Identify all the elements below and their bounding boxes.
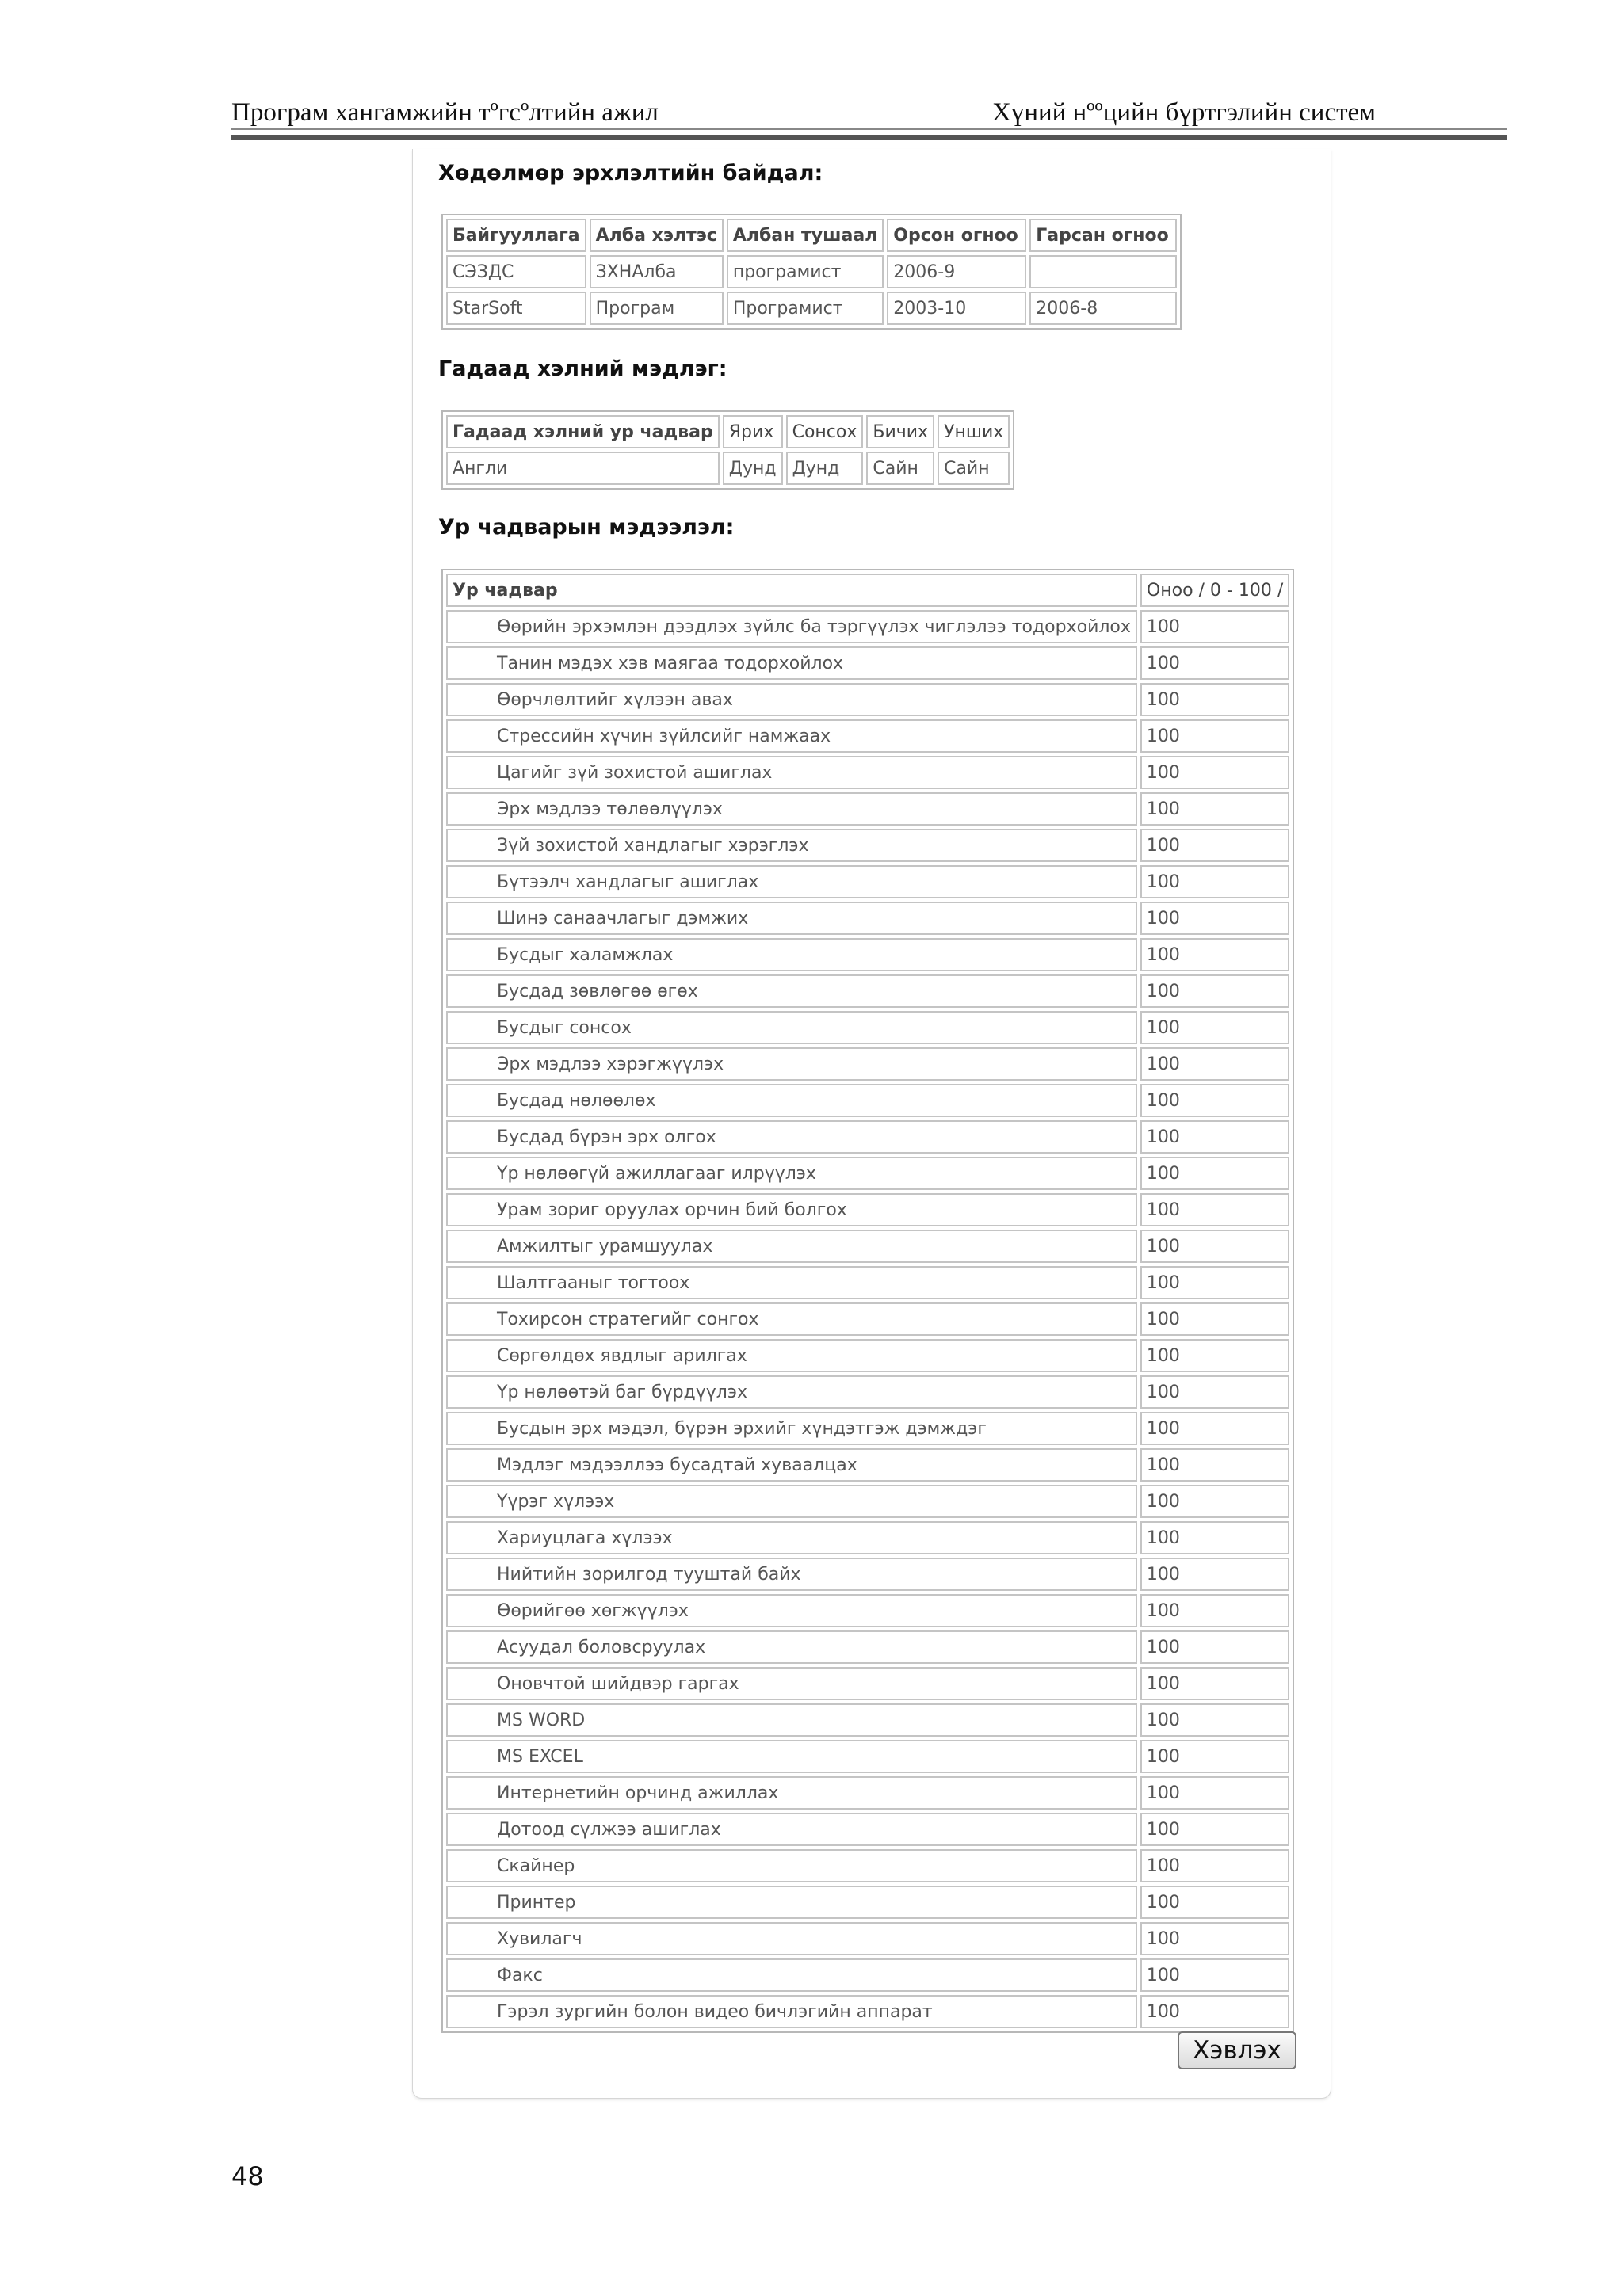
skill-score: 100	[1140, 1339, 1289, 1372]
table-row	[446, 1157, 1289, 1190]
table-row	[446, 1011, 1289, 1044]
header-right-text: Хүний нººцийн бүртгэлийн систем	[992, 98, 1377, 127]
cell-writing: Сайн	[866, 452, 934, 485]
skill-name: Өөрийн эрхэмлэн дээдлэх зүйлс ба тэргүүлэх чиглэлээ тодорхойлох	[446, 610, 1137, 643]
skill-name: Скайнер	[446, 1849, 1137, 1882]
skill-name: Бусдын эрх мэдэл, бүрэн эрхийг хүндэтгэж дэмждэг	[446, 1412, 1137, 1445]
skill-name: Амжилтыг урамшуулах	[446, 1230, 1137, 1263]
skill-score: 100	[1140, 1995, 1289, 2028]
table-row	[446, 1594, 1289, 1627]
table-row	[446, 865, 1289, 898]
skill-name: Цагийг зүй зохистой ашиглах	[446, 756, 1137, 789]
table-row	[446, 974, 1289, 1008]
skill-score: 100	[1140, 1703, 1289, 1737]
table-row	[446, 1813, 1289, 1846]
table-row	[446, 1266, 1289, 1299]
skill-score: 100	[1140, 865, 1289, 898]
skill-name: Танин мэдэх хэв маягаа тодорхойлох	[446, 646, 1137, 680]
table-row	[446, 1667, 1289, 1700]
header-left-text: Програм хангамжийн тºгсºлтийн ажил	[231, 98, 659, 127]
languages-header-row	[446, 415, 1010, 448]
table-row	[446, 1193, 1289, 1226]
table-row	[446, 1120, 1289, 1154]
skill-score: 100	[1140, 756, 1289, 789]
skill-score: 100	[1140, 1813, 1289, 1846]
skill-name: Асуудал боловсруулах	[446, 1630, 1137, 1664]
skill-name: Нийтийн зорилгод тууштай байх	[446, 1558, 1137, 1591]
skill-name: MS EXCEL	[446, 1740, 1137, 1773]
table-row	[446, 756, 1289, 789]
skill-score: 100	[1140, 1521, 1289, 1554]
table-row	[446, 1886, 1289, 1919]
skill-name: Өөрчлөлтийг хүлээн авах	[446, 683, 1137, 716]
skill-score: 100	[1140, 1302, 1289, 1336]
skill-score: 100	[1140, 1630, 1289, 1664]
table-row	[446, 1558, 1289, 1591]
skill-score: 100	[1140, 1776, 1289, 1810]
skill-score: 100	[1140, 1193, 1289, 1226]
table-row	[446, 1958, 1289, 1992]
skill-name: Эрх мэдлээ хэрэгжүүлэх	[446, 1047, 1137, 1081]
employment-header-row	[446, 219, 1177, 252]
languages-title: Гадаад хэлний мэдлэг:	[438, 357, 727, 381]
skill-score: 100	[1140, 1958, 1289, 1992]
skill-score: 100	[1140, 1740, 1289, 1773]
skill-score: 100	[1140, 1448, 1289, 1482]
skill-name: Үр нөлөөтэй баг бүрдүүлэх	[446, 1375, 1137, 1409]
cell-organization: СЭЗДС	[446, 255, 586, 288]
skill-name: Принтер	[446, 1886, 1137, 1919]
skill-score: 100	[1140, 792, 1289, 826]
table-row	[446, 1084, 1289, 1117]
header-rule-thick	[231, 135, 1507, 140]
skill-name: Үүрэг хүлээх	[446, 1485, 1137, 1518]
skill-score: 100	[1140, 1084, 1289, 1117]
employment-title: Хөдөлмөр эрхлэлтийн байдал:	[438, 161, 823, 185]
skill-name: Хувилагч	[446, 1922, 1137, 1955]
table-row	[446, 1448, 1289, 1482]
skill-name: Шалтгааныг тогтоох	[446, 1266, 1137, 1299]
cell-start-date: 2003-10	[887, 292, 1026, 325]
skill-score: 100	[1140, 1849, 1289, 1882]
header-rule-thin	[231, 128, 1507, 130]
table-row	[446, 1740, 1289, 1773]
cell-end-date	[1029, 255, 1177, 288]
skill-score: 100	[1140, 902, 1289, 935]
skill-name: MS WORD	[446, 1703, 1137, 1737]
skill-name: Мэдлэг мэдээллээ бусадтай хуваалцах	[446, 1448, 1137, 1482]
col-position: Албан тушаал	[727, 219, 884, 252]
table-row	[446, 1339, 1289, 1372]
table-row	[446, 255, 1177, 288]
skill-name: Оновчтой шийдвэр гаргах	[446, 1667, 1137, 1700]
skill-score: 100	[1140, 1886, 1289, 1919]
col-speaking: Ярих	[723, 415, 783, 448]
table-row	[446, 1995, 1289, 2028]
skill-name: Дотоод сүлжээ ашиглах	[446, 1813, 1137, 1846]
cell-speaking: Дунд	[723, 452, 783, 485]
cell-department: ЗХНАлба	[590, 255, 724, 288]
table-row	[446, 829, 1289, 862]
skill-score: 100	[1140, 1266, 1289, 1299]
col-score: Оноо / 0 - 100 /	[1140, 574, 1289, 607]
skill-name: Хариуцлага хүлээх	[446, 1521, 1137, 1554]
table-row	[446, 1047, 1289, 1081]
table-row	[446, 938, 1289, 971]
skill-name: Шинэ санаачлагыг дэмжих	[446, 902, 1137, 935]
table-row	[446, 646, 1289, 680]
col-start-date: Орсон огноо	[887, 219, 1026, 252]
table-row	[446, 1630, 1289, 1664]
skill-score: 100	[1140, 719, 1289, 753]
skill-name: Бүтээлч хандлагыг ашиглах	[446, 865, 1137, 898]
skill-score: 100	[1140, 938, 1289, 971]
skills-table	[441, 569, 1294, 2033]
col-skill: Ур чадвар	[446, 574, 1137, 607]
col-writing: Бичих	[866, 415, 934, 448]
skills-header-row	[446, 574, 1289, 607]
skill-score: 100	[1140, 1667, 1289, 1700]
skill-score: 100	[1140, 646, 1289, 680]
table-row	[446, 792, 1289, 826]
table-row	[446, 719, 1289, 753]
cell-department: Програм	[590, 292, 724, 325]
cell-reading: Сайн	[938, 452, 1010, 485]
skill-score: 100	[1140, 1922, 1289, 1955]
skill-name: Сөргөлдөх явдлыг арилгах	[446, 1339, 1137, 1372]
skills-title: Ур чадварын мэдээлэл:	[438, 515, 735, 540]
skill-score: 100	[1140, 1485, 1289, 1518]
skill-name: Гэрэл зургийн болон видео бичлэгийн аппарат	[446, 1995, 1137, 2028]
table-row	[446, 683, 1289, 716]
skill-score: 100	[1140, 1157, 1289, 1190]
skill-score: 100	[1140, 1011, 1289, 1044]
cell-position: програмист	[727, 255, 884, 288]
skill-name: Стрессийн хүчин зүйлсийг намжаах	[446, 719, 1137, 753]
col-listening: Сонсох	[786, 415, 864, 448]
table-row	[446, 1776, 1289, 1810]
skill-score: 100	[1140, 1047, 1289, 1081]
table-row	[446, 1375, 1289, 1409]
skill-name: Бусдад нөлөөлөх	[446, 1084, 1137, 1117]
col-end-date: Гарсан огноо	[1029, 219, 1177, 252]
employment-table	[441, 214, 1182, 330]
page-header	[231, 93, 1506, 125]
table-row	[446, 1230, 1289, 1263]
skill-score: 100	[1140, 610, 1289, 643]
skill-score: 100	[1140, 974, 1289, 1008]
print-button[interactable]: Хэвлэх	[1178, 2031, 1296, 2069]
skill-name: Факс	[446, 1958, 1137, 1992]
skill-name: Урам зориг оруулах орчин бий болгох	[446, 1193, 1137, 1226]
table-row	[446, 610, 1289, 643]
skill-score: 100	[1140, 1230, 1289, 1263]
skill-name: Зүй зохистой хандлагыг хэрэглэх	[446, 829, 1137, 862]
col-department: Алба хэлтэс	[590, 219, 724, 252]
col-reading: Унших	[938, 415, 1010, 448]
col-organization: Байгууллага	[446, 219, 586, 252]
table-row	[446, 1703, 1289, 1737]
skill-name: Интернетийн орчинд ажиллах	[446, 1776, 1137, 1810]
resume-screenshot	[412, 149, 1331, 2099]
skill-name: Өөрийгөө хөгжүүлэх	[446, 1594, 1137, 1627]
table-row	[446, 452, 1010, 485]
skill-score: 100	[1140, 1120, 1289, 1154]
skill-name: Тохирсон стратегийг сонгох	[446, 1302, 1137, 1336]
skill-name: Эрх мэдлээ төлөөлүүлэх	[446, 792, 1137, 826]
table-row	[446, 1302, 1289, 1336]
skill-score: 100	[1140, 829, 1289, 862]
table-row	[446, 1521, 1289, 1554]
table-row	[446, 902, 1289, 935]
skill-name: Үр нөлөөгүй ажиллагааг илрүүлэх	[446, 1157, 1137, 1190]
skill-name: Бусдад зөвлөгөө өгөх	[446, 974, 1137, 1008]
table-row	[446, 292, 1177, 325]
skill-score: 100	[1140, 1412, 1289, 1445]
skill-score: 100	[1140, 1594, 1289, 1627]
skill-score: 100	[1140, 1558, 1289, 1591]
skill-name: Бусдыг халамжлах	[446, 938, 1137, 971]
cell-end-date: 2006-8	[1029, 292, 1177, 325]
cell-start-date: 2006-9	[887, 255, 1026, 288]
skill-score: 100	[1140, 1375, 1289, 1409]
table-row	[446, 1485, 1289, 1518]
table-row	[446, 1412, 1289, 1445]
languages-table	[441, 410, 1014, 490]
cell-language: Англи	[446, 452, 720, 485]
skill-name: Бусдыг сонсох	[446, 1011, 1137, 1044]
cell-position: Програмист	[727, 292, 884, 325]
skill-score: 100	[1140, 683, 1289, 716]
table-row	[446, 1922, 1289, 1955]
cell-organization: StarSoft	[446, 292, 586, 325]
table-row	[446, 1849, 1289, 1882]
page-number: 48	[231, 2161, 264, 2191]
col-language: Гадаад хэлний ур чадвар	[446, 415, 720, 448]
skill-name: Бусдад бүрэн эрх олгох	[446, 1120, 1137, 1154]
cell-listening: Дунд	[786, 452, 864, 485]
